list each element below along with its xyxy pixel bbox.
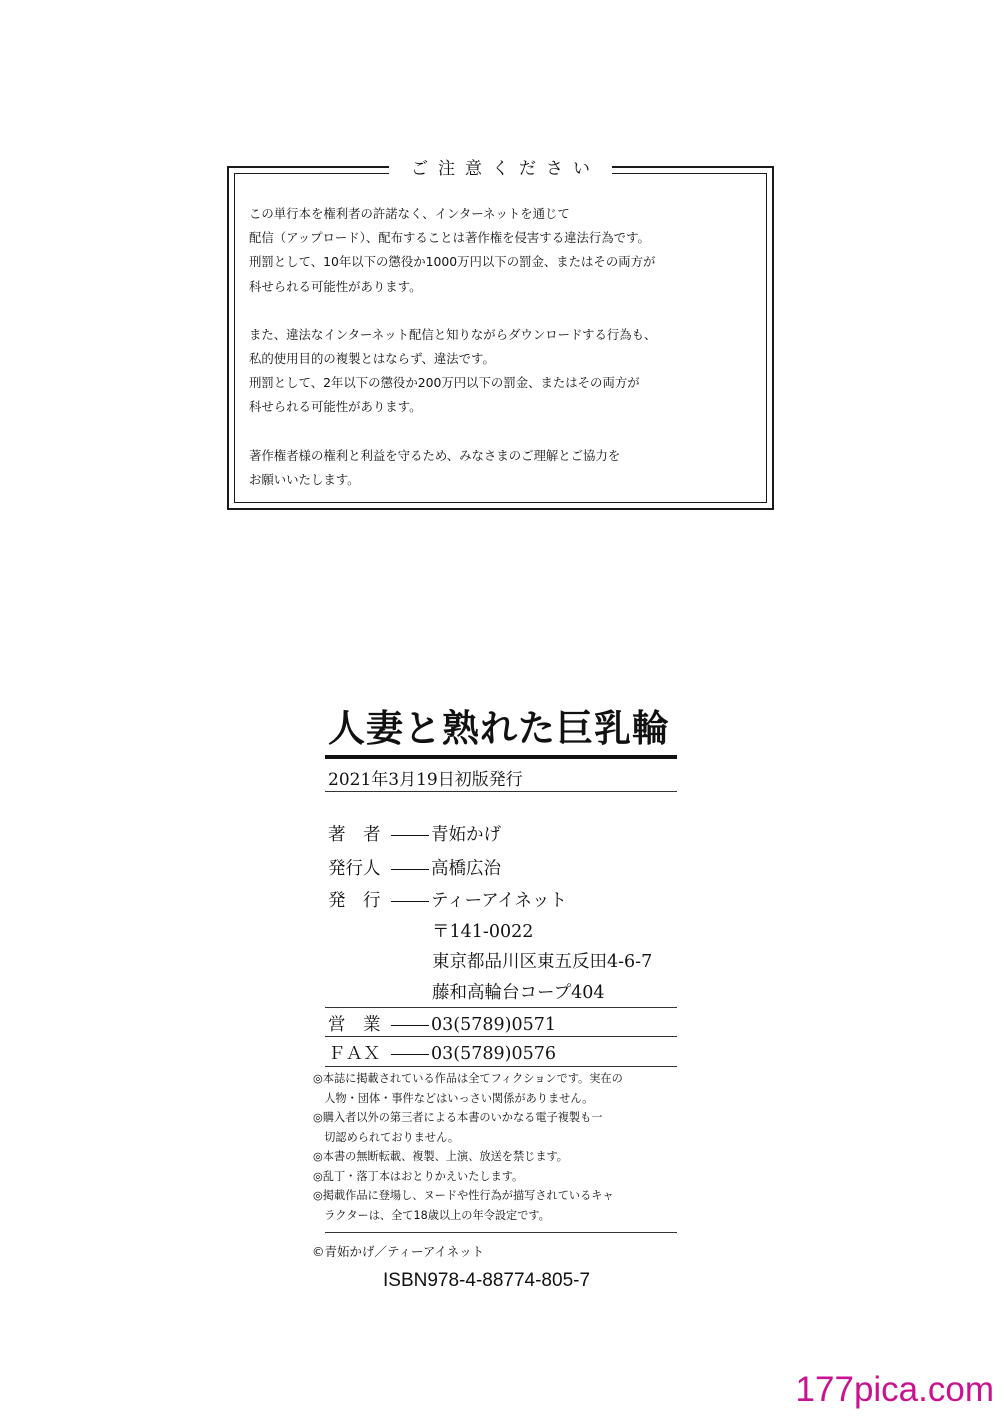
dash-leader [391, 901, 429, 902]
dash-leader [391, 835, 429, 836]
divider [325, 1232, 677, 1233]
divider [325, 1036, 677, 1037]
fax-number: 03(5789)0576 [431, 1044, 556, 1064]
divider [325, 1066, 677, 1067]
notice-line: この単行本を権利者の許諾なく、インターネットを通じて [249, 206, 570, 221]
notice-title: ご注意ください [229, 154, 772, 179]
site-watermark: 177pica.com [795, 1370, 994, 1409]
notice-line: 科せられる可能性があります。 [249, 278, 422, 294]
sales-phone: 03(5789)0571 [431, 1015, 556, 1035]
disclaimer-line: ◎本書の無断転載、複製、上演、放送を禁じます。 [313, 1150, 568, 1163]
dash-leader [391, 869, 429, 870]
publisher-label: 発 行 [328, 891, 381, 911]
notice-paragraph-1 [249, 202, 759, 299]
notice-line: また、違法なインターネット配信と知りながらダウンロードする行為も、 [249, 326, 657, 342]
publisher-person-name: 高橋広治 [431, 859, 501, 879]
notice-line: 私的使用目的の複製とはならず、違法です。 [249, 351, 495, 367]
disclaimer-line: ◎掲載作品に登場し、ヌードや性行為が描写されているキャ [313, 1189, 614, 1202]
notice-line: お願いいたします。 [249, 471, 360, 487]
notice-line: 刑罰として、10年以下の懲役か1000万円以下の罰金、またはその両方が [249, 254, 656, 270]
fax-row [328, 1040, 556, 1065]
book-title: 人妻と熟れた巨乳輪 [328, 706, 670, 750]
notice-line: 著作権者様の権利と利益を守るため、みなさまのご理解とご協力を [249, 447, 621, 463]
issue-date: 2021年3月19日初版発行 [328, 770, 523, 790]
disclaimer-line: 人物・団体・事件などはいっさい関係がありません。 [313, 1091, 594, 1105]
divider [325, 1007, 677, 1008]
author-name: 青妬かげ [431, 825, 501, 845]
notice-paragraph-2 [249, 323, 759, 420]
disclaimer-line: ◎本誌に掲載されている作品は全てフィクションです。実在の [313, 1072, 623, 1085]
notice-line: 配信（アップロード）、配布することは著作権を侵害する違法行為です。 [249, 230, 650, 246]
author-row [328, 821, 501, 846]
divider [325, 791, 677, 792]
disclaimer-line: ◎乱丁・落丁本はおとりかえいたします。 [313, 1169, 524, 1183]
publisher-name: ティーアイネット [431, 891, 567, 911]
publisher-person-label: 発行人 [328, 859, 381, 879]
author-label: 著 者 [328, 825, 381, 845]
publisher-row [328, 887, 567, 912]
dash-leader [391, 1025, 429, 1026]
disclaimer-list [313, 1069, 683, 1225]
isbn: ISBN978-4-88774-805-7 [383, 1270, 591, 1291]
sales-row [328, 1011, 556, 1036]
publisher-person-row [328, 855, 501, 880]
sales-label: 営 業 [328, 1015, 381, 1035]
address-line-1: 東京都品川区東五反田4-6-7 [432, 952, 653, 972]
copyright-notice-box [227, 159, 774, 510]
title-rule [325, 755, 677, 759]
notice-paragraph-3 [249, 444, 759, 492]
disclaimer-line: ◎購入者以外の第三者による本書のいかなる電子複製も一 [313, 1111, 603, 1124]
copyright-line: ©青妬かげ／ティーアイネット [312, 1244, 485, 1259]
fax-label: ＦＡＸ [328, 1044, 381, 1064]
notice-line: 科せられる可能性があります。 [249, 399, 422, 415]
disclaimer-line: 切認められておりません。 [313, 1130, 460, 1144]
notice-line: 刑罰として、2年以下の懲役か200万円以下の罰金、またはその両方が [249, 375, 640, 391]
postal-code: 〒141-0022 [432, 922, 534, 942]
address-line-2: 藤和高輪台コープ404 [432, 983, 605, 1003]
disclaimer-line: ラクターは、全て18歳以上の年令設定です。 [313, 1208, 550, 1222]
notice-body [249, 202, 759, 516]
dash-leader [391, 1054, 429, 1055]
